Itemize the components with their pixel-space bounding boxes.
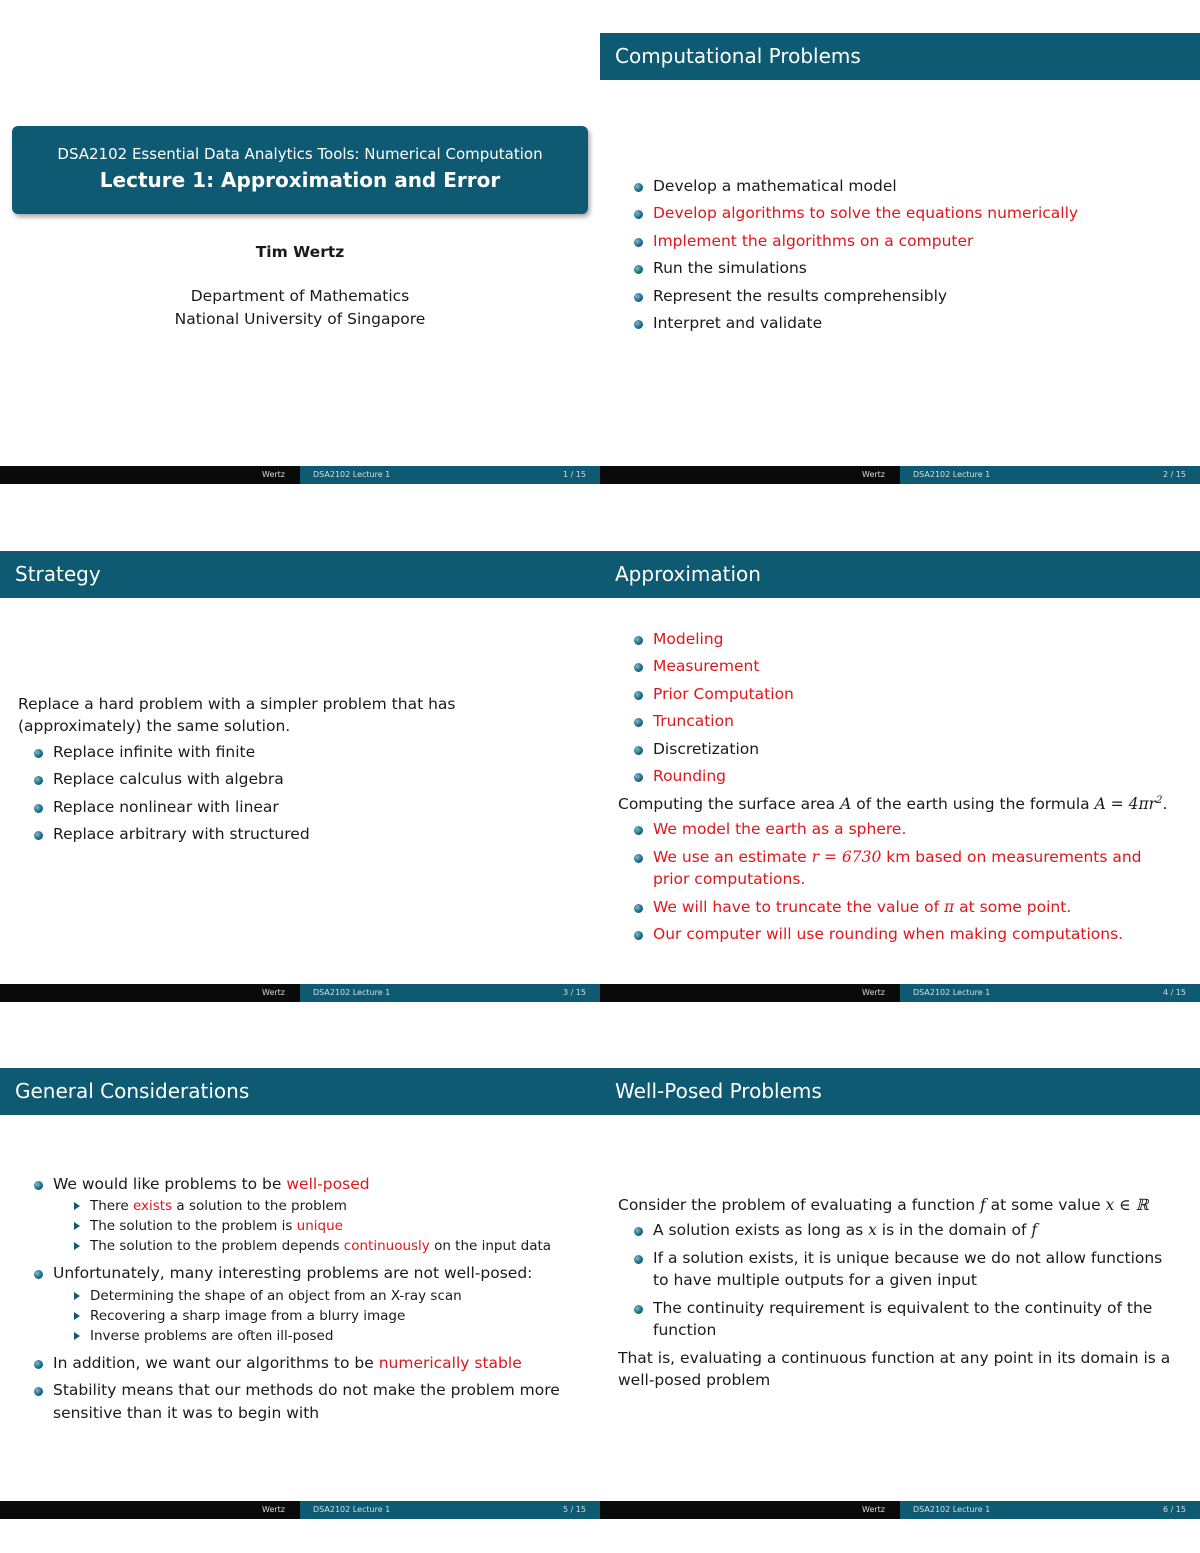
- list-item: The continuity requirement is equivalent to the continuity of the function: [618, 1297, 1178, 1342]
- department: Department of Mathematics: [190, 287, 410, 305]
- slide-body: [618, 175, 1178, 340]
- bullet-list: [18, 1173, 578, 1424]
- author-name: Tim Wertz: [255, 243, 345, 261]
- footer-page: 5 / 15: [562, 1505, 586, 1514]
- bullet-icon: [634, 1227, 643, 1236]
- sub-list: [53, 1287, 578, 1347]
- slide-footer: [0, 1501, 600, 1519]
- slide-footer: [600, 984, 1200, 1002]
- footer-page: 4 / 15: [1162, 988, 1186, 997]
- bullet-icon: [634, 691, 643, 700]
- bullet-icon: [634, 826, 643, 835]
- footer-title: DSA2102 Lecture 1: [913, 988, 991, 997]
- bullet-icon: [634, 904, 643, 913]
- example-points: [618, 818, 1178, 945]
- list-item: We would like problems to be well-posed There exists a solution to the problem The solution to the problem is unique The solution to the problem depends continuously on the input data: [18, 1173, 578, 1257]
- footer-author: Wertz: [262, 470, 285, 479]
- bullet-icon: [34, 1270, 43, 1279]
- list-item: Replace infinite with finite: [18, 741, 578, 763]
- bullet-list: [618, 175, 1178, 335]
- bullet-icon: [34, 1387, 43, 1396]
- frame-title: Approximation: [600, 551, 1200, 598]
- footer-title: DSA2102 Lecture 1: [913, 1505, 991, 1514]
- footer-author: Wertz: [862, 988, 885, 997]
- institution: [0, 285, 600, 331]
- university: National University of Singapore: [174, 309, 426, 328]
- slide-3: [0, 518, 600, 1036]
- slide-body: [618, 1194, 1178, 1392]
- arrow-icon: [74, 1332, 80, 1340]
- bullet-icon: [34, 776, 43, 785]
- arrow-icon: [74, 1242, 80, 1250]
- sub-item: Inverse problems are often ill-posed: [53, 1327, 578, 1347]
- slide-footer: [600, 1501, 1200, 1519]
- list-item: Represent the results comprehensibly: [618, 285, 1178, 307]
- footer-page: 3 / 15: [562, 988, 586, 997]
- list-item: Interpret and validate: [618, 312, 1178, 334]
- footer-title: DSA2102 Lecture 1: [313, 988, 391, 997]
- bullet-icon: [34, 1360, 43, 1369]
- frame-title: Strategy: [0, 551, 600, 598]
- slide-5: [0, 1035, 600, 1553]
- bullet-icon: [634, 293, 643, 302]
- bullet-icon: [634, 1305, 643, 1314]
- list-item: Replace calculus with algebra: [18, 768, 578, 790]
- list-item: A solution exists as long as x is in the domain of f: [618, 1219, 1178, 1241]
- list-item: Replace nonlinear with linear: [18, 796, 578, 818]
- intro-text: Replace a hard problem with a simpler problem that has (approximately) the same solution.: [18, 695, 456, 736]
- outro-text: That is, evaluating a continuous function at any point in its domain is a well-posed problem: [618, 1348, 1171, 1390]
- slide-body: [18, 1173, 578, 1429]
- arrow-icon: [74, 1222, 80, 1230]
- bullet-icon: [634, 773, 643, 782]
- title-box: [12, 126, 588, 214]
- list-item: Measurement: [618, 655, 1178, 677]
- slide-body: [18, 693, 578, 851]
- bullet-icon: [634, 320, 643, 329]
- list-item: Truncation: [618, 710, 1178, 732]
- list-item: We will have to truncate the value of π at some point.: [618, 896, 1178, 918]
- slide-footer: [0, 466, 600, 484]
- list-item: We use an estimate r = 6730 km based on measurements and prior computations.: [618, 846, 1178, 891]
- list-item: Prior Computation: [618, 683, 1178, 705]
- arrow-icon: [74, 1202, 80, 1210]
- list-item: In addition, we want our algorithms to be numerically stable: [18, 1352, 578, 1374]
- footer-title: DSA2102 Lecture 1: [313, 1505, 391, 1514]
- footer-title: DSA2102 Lecture 1: [913, 470, 991, 479]
- slide-2: [600, 0, 1200, 518]
- arrow-icon: [74, 1292, 80, 1300]
- bullet-icon: [34, 804, 43, 813]
- bullet-icon: [634, 854, 643, 863]
- example-text: Computing the surface area A of the earth using the formula $A = 4\pi r^2$.: [618, 794, 1168, 813]
- slide-body: [618, 628, 1178, 951]
- bullet-list: [618, 628, 1178, 788]
- list-item: Stability means that our methods do not make the problem more sensitive than it was to begin with: [18, 1379, 578, 1424]
- course-title: DSA2102 Essential Data Analytics Tools: Numerical Computation: [57, 145, 543, 163]
- bullet-icon: [34, 831, 43, 840]
- bullet-icon: [634, 265, 643, 274]
- slide-footer: [0, 984, 600, 1002]
- sub-item: The solution to the problem is unique: [53, 1217, 578, 1237]
- bullet-icon: [634, 663, 643, 672]
- footer-title: DSA2102 Lecture 1: [313, 470, 391, 479]
- bullet-icon: [34, 749, 43, 758]
- sub-item: Determining the shape of an object from an X-ray scan: [53, 1287, 578, 1307]
- sub-list: [53, 1197, 578, 1257]
- sub-item: There exists a solution to the problem: [53, 1197, 578, 1217]
- footer-page: 2 / 15: [1162, 470, 1186, 479]
- footer-author: Wertz: [862, 470, 885, 479]
- bullet-icon: [634, 210, 643, 219]
- bullet-icon: [634, 183, 643, 192]
- footer-author: Wertz: [862, 1505, 885, 1514]
- bullet-list: [18, 741, 578, 846]
- frame-title: Computational Problems: [600, 33, 1200, 80]
- list-item: Replace arbitrary with structured: [18, 823, 578, 845]
- frame-title: General Considerations: [0, 1068, 600, 1115]
- bullet-icon: [34, 1181, 43, 1190]
- footer-page: 6 / 15: [1162, 1505, 1186, 1514]
- bullet-icon: [634, 238, 643, 247]
- intro-text: Consider the problem of evaluating a function f at some value x ∈ ℝ: [618, 1196, 1149, 1214]
- slide-1: [0, 0, 600, 518]
- footer-page: 1 / 15: [562, 470, 586, 479]
- sub-item: The solution to the problem depends continuously on the input data: [53, 1237, 578, 1257]
- list-item: Rounding: [618, 765, 1178, 787]
- bullet-icon: [634, 636, 643, 645]
- slide-6: [600, 1035, 1200, 1553]
- list-item: We model the earth as a sphere.: [618, 818, 1178, 840]
- bullet-list: [618, 1219, 1178, 1341]
- footer-author: Wertz: [262, 988, 285, 997]
- slide-footer: [600, 466, 1200, 484]
- bullet-icon: [634, 746, 643, 755]
- list-item: Discretization: [618, 738, 1178, 760]
- list-item: Run the simulations: [618, 257, 1178, 279]
- slide-4: [600, 518, 1200, 1036]
- list-item: Develop algorithms to solve the equations numerically: [618, 202, 1178, 224]
- arrow-icon: [74, 1312, 80, 1320]
- list-item: Our computer will use rounding when making computations.: [618, 923, 1178, 945]
- frame-title: Well-Posed Problems: [600, 1068, 1200, 1115]
- lecture-title: Lecture 1: Approximation and Error: [99, 168, 501, 192]
- bullet-icon: [634, 1255, 643, 1264]
- bullet-icon: [634, 931, 643, 940]
- list-item: Develop a mathematical model: [618, 175, 1178, 197]
- sub-item: Recovering a sharp image from a blurry image: [53, 1307, 578, 1327]
- list-item: Unfortunately, many interesting problems are not well-posed: Determining the shape of an object from an X-ray scan Recovering a sharp image from a blurry image Inverse problems are often ill-posed: [18, 1262, 578, 1346]
- footer-author: Wertz: [262, 1505, 285, 1514]
- list-item: Modeling: [618, 628, 1178, 650]
- bullet-icon: [634, 718, 643, 727]
- list-item: Implement the algorithms on a computer: [618, 230, 1178, 252]
- list-item: If a solution exists, it is unique because we do not allow functions to have multiple outputs for a given input: [618, 1247, 1178, 1292]
